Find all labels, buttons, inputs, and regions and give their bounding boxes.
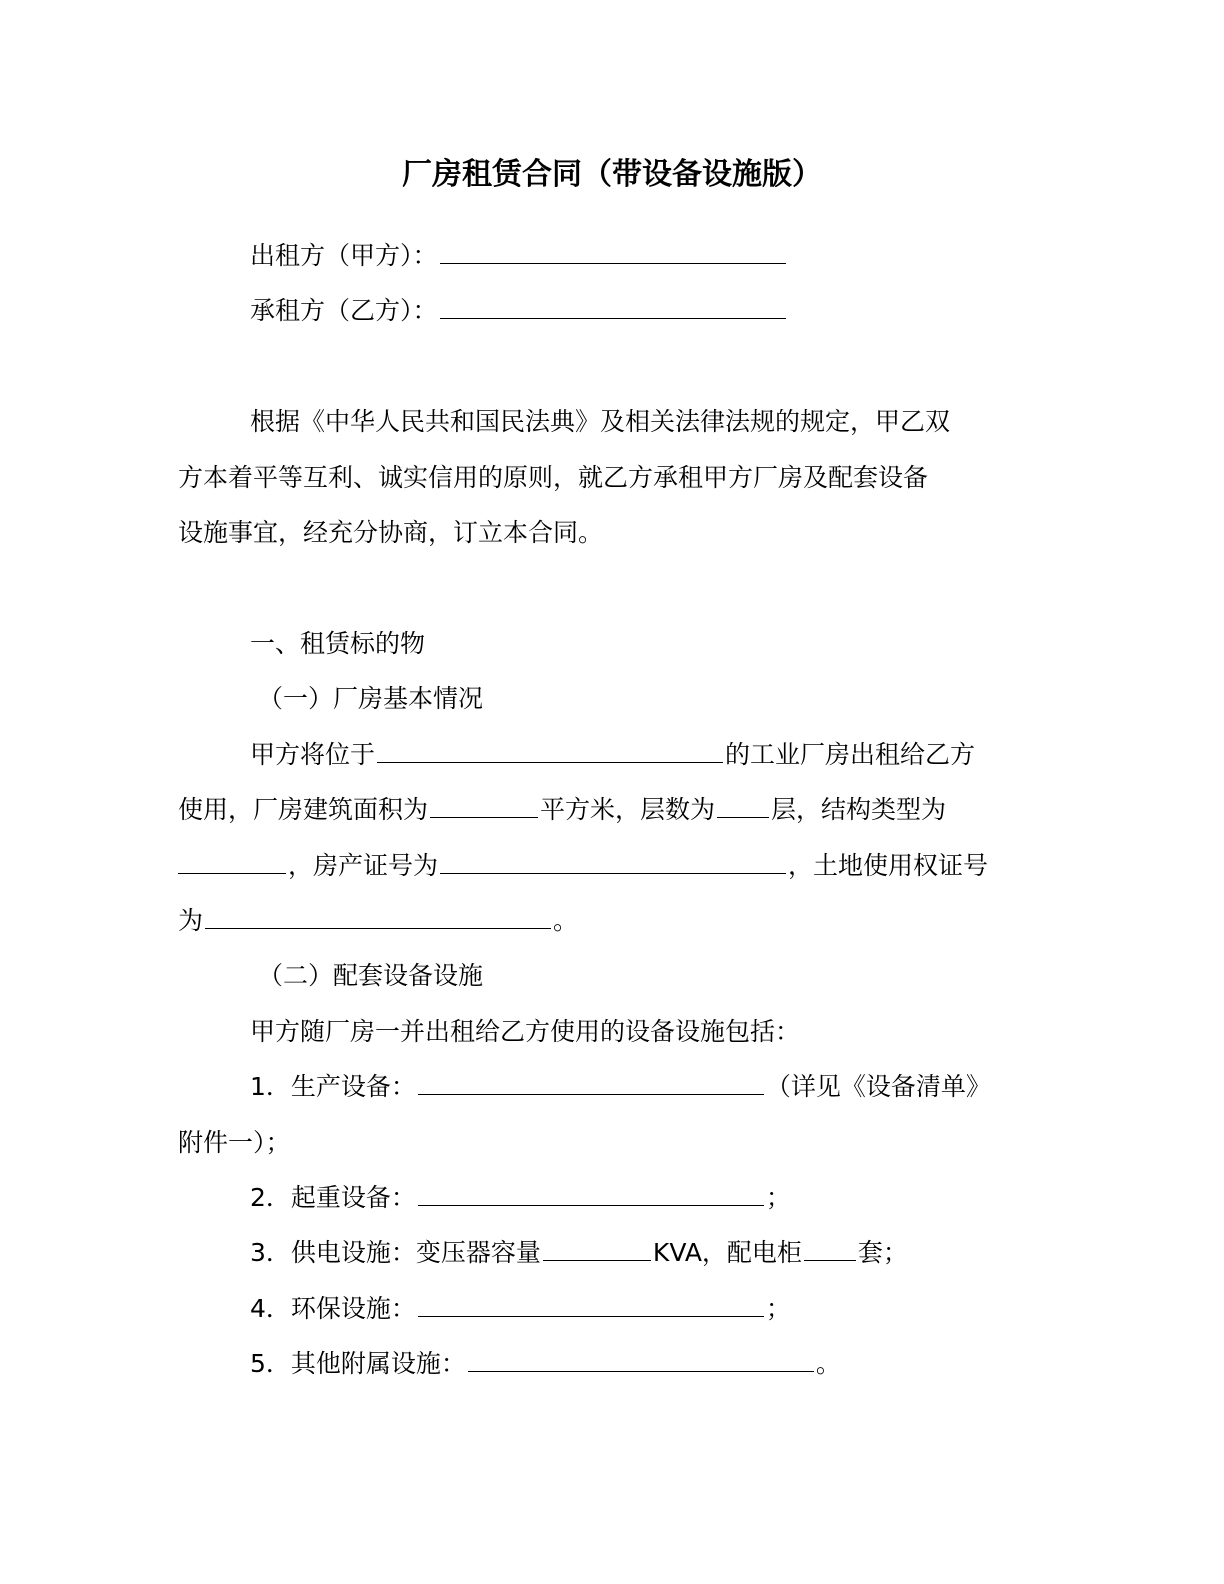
- equipment-item-4: [178, 1281, 1110, 1337]
- preamble-line-3: 设施事宜，经充分协商，订立本合同。: [178, 518, 604, 547]
- lessor-line: [178, 228, 1110, 284]
- lessee-label: 承租方（乙方）：: [250, 296, 438, 325]
- floors-label: 平方米，层数为: [540, 795, 716, 824]
- equipment-intro: 甲方随厂房一并出租给乙方使用的设备设施包括：: [250, 1017, 801, 1046]
- env-facility-blank[interactable]: [418, 1290, 764, 1317]
- equipment-item-1-cont: 附件一）；: [178, 1128, 291, 1157]
- set-unit: 套；: [857, 1238, 908, 1267]
- period: 。: [815, 1349, 841, 1378]
- document-title: 厂房租赁合同（带设备设施版）: [402, 157, 822, 192]
- lessee-line: [178, 283, 1110, 339]
- factory-location-suffix: 的工业厂房出租给乙方: [725, 740, 976, 769]
- factory-line-2: [178, 782, 1038, 838]
- equipment-list-ref: （详见《设备清单》: [765, 1072, 991, 1101]
- floors-blank[interactable]: [717, 791, 769, 818]
- area-blank[interactable]: [430, 791, 538, 818]
- semicolon: ；: [765, 1294, 791, 1323]
- transformer-capacity-blank[interactable]: [543, 1234, 651, 1261]
- factory-line-1: [178, 727, 1110, 783]
- property-cert-label: ，房产证号为: [288, 851, 439, 880]
- land-cert-label-end: 为: [178, 906, 204, 935]
- factory-location-label: 甲方将位于: [250, 740, 376, 769]
- factory-line-4: [178, 893, 1038, 949]
- section-1-heading: 一、租赁标的物: [250, 629, 426, 658]
- equipment-item-5: [178, 1336, 1110, 1392]
- lifting-equipment-blank[interactable]: [418, 1179, 764, 1206]
- lessor-label: 出租方（甲方）：: [250, 241, 438, 270]
- lifting-equipment-label: 2．起重设备：: [250, 1183, 416, 1212]
- semicolon: ；: [765, 1183, 791, 1212]
- structure-label: 层，结构类型为: [771, 795, 947, 824]
- structure-blank[interactable]: [178, 847, 286, 874]
- equipment-item-1: [178, 1059, 1110, 1115]
- lessor-blank[interactable]: [440, 237, 786, 264]
- equipment-item-3: [178, 1225, 1110, 1281]
- property-cert-blank[interactable]: [440, 847, 786, 874]
- area-label: 使用，厂房建筑面积为: [178, 795, 429, 824]
- land-cert-blank[interactable]: [205, 902, 551, 929]
- other-facility-label: 5．其他附属设施：: [250, 1349, 466, 1378]
- other-facility-blank[interactable]: [468, 1345, 814, 1372]
- switchgear-count-blank[interactable]: [804, 1234, 856, 1261]
- preamble-line-2: 方本着平等互利、诚实信用的原则，就乙方承租甲方厂房及配套设备: [178, 463, 929, 492]
- env-facility-label: 4．环保设施：: [250, 1294, 416, 1323]
- factory-line-3: [178, 838, 1038, 894]
- land-cert-label: ，土地使用权证号: [788, 851, 989, 880]
- factory-location-blank[interactable]: [377, 736, 723, 763]
- switchgear-label: KVA，配电柜: [652, 1238, 802, 1267]
- transformer-label: 3．供电设施：变压器容量: [250, 1238, 541, 1267]
- production-equipment-blank[interactable]: [418, 1068, 764, 1095]
- production-equipment-label: 1．生产设备：: [250, 1072, 416, 1101]
- equipment-item-2: [178, 1170, 1110, 1226]
- period: 。: [553, 906, 579, 935]
- preamble-line-1: 根据《中华人民共和国民法典》及相关法律法规的规定，甲乙双: [250, 407, 951, 436]
- lessee-blank[interactable]: [440, 292, 786, 319]
- subsection-1-heading: （一）厂房基本情况: [258, 684, 484, 713]
- subsection-2-heading: （二）配套设备设施: [258, 961, 484, 990]
